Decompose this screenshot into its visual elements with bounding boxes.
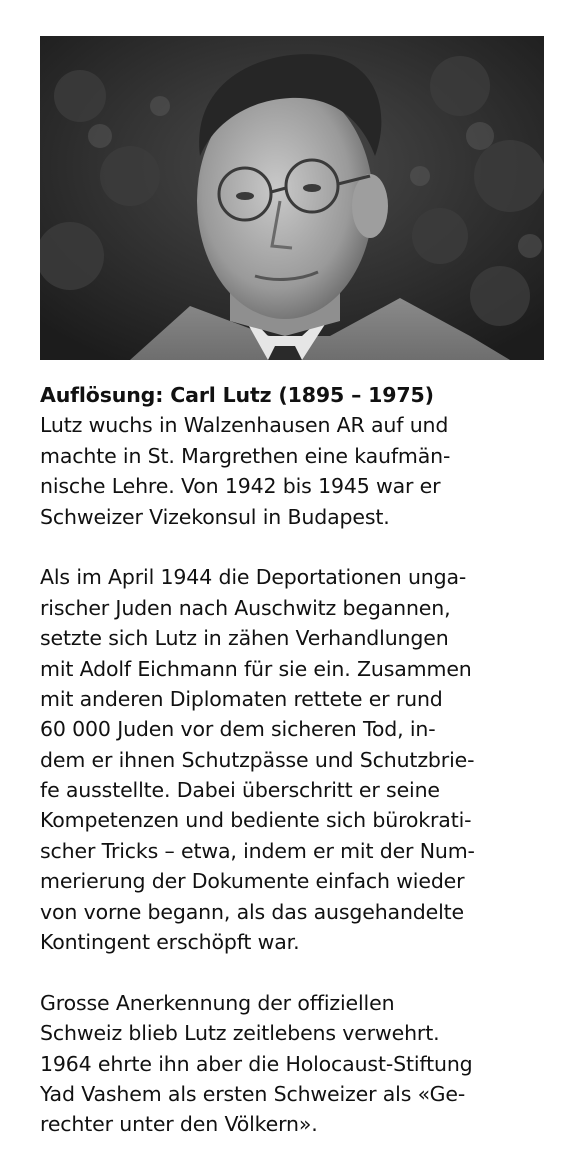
- paragraph-2-line: von vorne begann, als das ausgehandelte: [40, 899, 465, 924]
- caption-heading: Auflösung: Carl Lutz (1895 – 1975): [40, 383, 434, 407]
- paragraph-2-line: merierung der Dokumente einfach wieder: [40, 869, 465, 894]
- biography-text: [40, 380, 550, 1140]
- paragraph-2-line: mit Adolf Eichmann für sie ein. Zusammen: [40, 656, 472, 681]
- paragraph-1-line: Schweizer Vizekonsul in Budapest.: [40, 504, 390, 529]
- paragraph-3-line: Yad Vashem als ersten Schweizer als «Ge-: [40, 1081, 466, 1106]
- paragraph-2-line: Kontingent erschöpft war.: [40, 930, 300, 955]
- paragraph-3-line: rechter unter den Völkern».: [40, 1112, 318, 1137]
- paragraph-3-line: Grosse Anerkennung der offiziellen: [40, 990, 395, 1015]
- paragraph-2-line: rischer Juden nach Auschwitz begannen,: [40, 595, 451, 620]
- paragraph-2-line: 60 000 Juden vor dem sicheren Tod, in-: [40, 717, 436, 742]
- paragraph-1-line: nische Lehre. Von 1942 bis 1945 war er: [40, 474, 441, 499]
- portrait-photo: [40, 36, 544, 360]
- paragraph-spacer: [40, 957, 550, 987]
- paragraph-2-line: dem er ihnen Schutzpässe und Schutzbrie-: [40, 747, 475, 772]
- paragraph-2-line: Als im April 1944 die Deportationen unga-: [40, 565, 467, 590]
- paragraph-3-line: 1964 ehrte ihn aber die Holocaust-Stiftung: [40, 1051, 473, 1076]
- paragraph-2-line: mit anderen Diplomaten rettete er rund: [40, 686, 443, 711]
- paragraph-3-line: Schweiz blieb Lutz zeitlebens verwehrt.: [40, 1021, 440, 1046]
- paragraph-1-line: machte in St. Margrethen eine kaufmän-: [40, 443, 451, 468]
- paragraph-1-line: Lutz wuchs in Walzenhausen AR auf und: [40, 413, 449, 438]
- paragraph-2-line: Kompetenzen und bediente sich bürokrati-: [40, 808, 472, 833]
- paragraph-2-line: fe ausstellte. Dabei überschritt er seine: [40, 778, 440, 803]
- paragraph-spacer: [40, 532, 550, 562]
- paragraph-2-line: setzte sich Lutz in zähen Verhandlungen: [40, 626, 449, 651]
- paragraph-2-line: scher Tricks – etwa, indem er mit der Num-: [40, 838, 475, 863]
